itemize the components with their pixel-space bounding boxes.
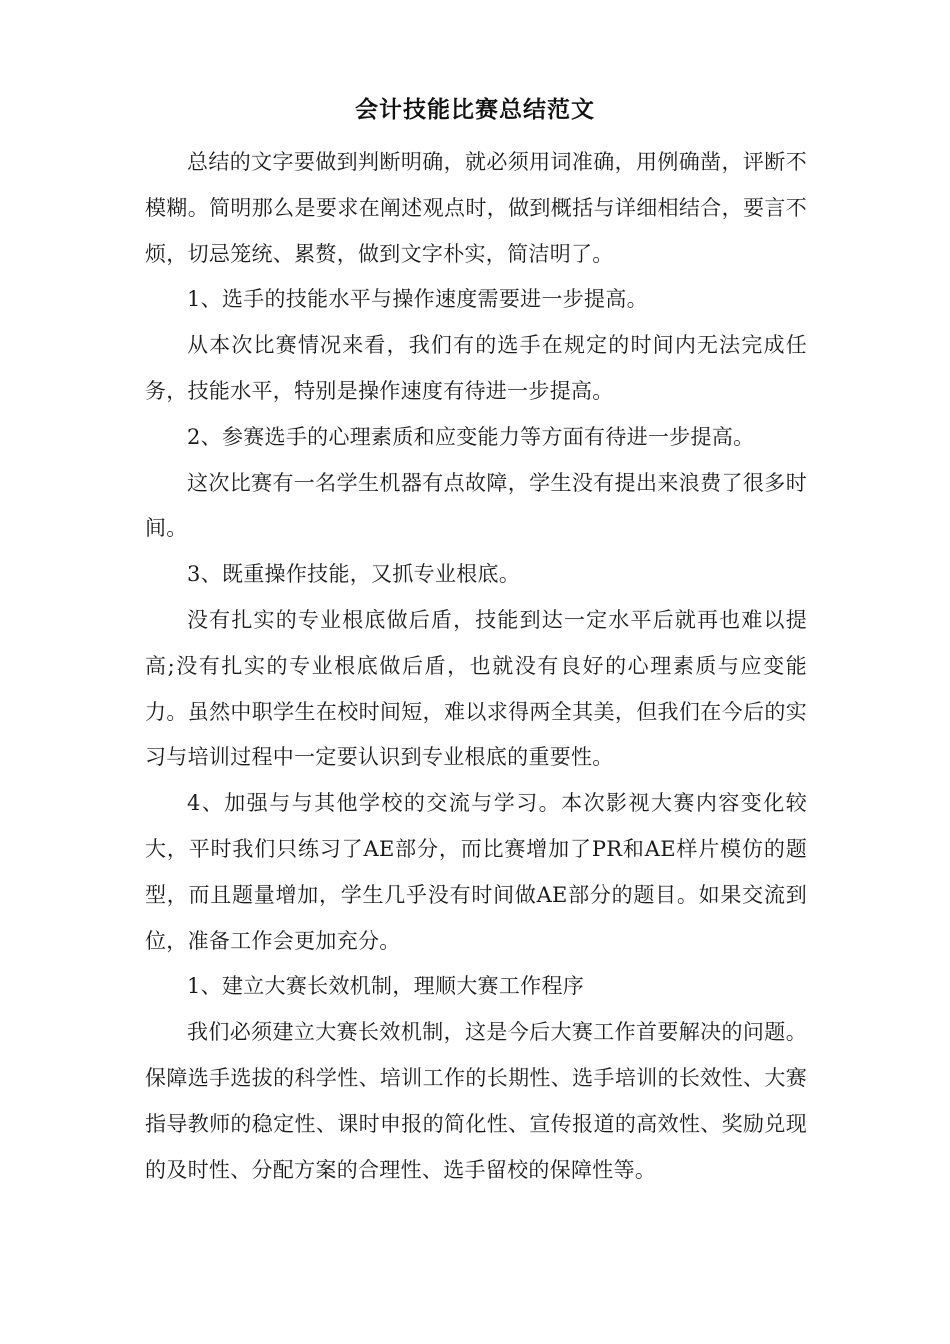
document-body	[145, 140, 807, 1193]
paragraph-point-2: 这次比赛有一名学生机器有点故障，学生没有提出来浪费了很多时间。	[145, 470, 807, 541]
paragraph-point-1: 从本次比赛情况来看，我们有的选手在规定的时间内无法完成任务，技能水平，特别是操作速度有待进一步提高。	[145, 333, 807, 403]
paragraph-point-3: 没有扎实的专业根底做后盾，技能到达一定水平后就再也难以提高;没有扎实的专业根底做后盾，也就没有良好的心理素质与应变能力。虽然中职学生在校时间短，难以求得两全其美，但我们在今后的实习与培训过程中一定要认识到专业根底的重要性。	[145, 607, 807, 770]
heading-point-1: 1、选手的技能水平与操作速度需要进一步提高。	[187, 287, 648, 312]
paragraph-intro: 总结的文字要做到判断明确，就必须用词准确，用例确凿，评断不模糊。简明那么是要求在阐述观点时，做到概括与详细相结合，要言不烦，切忌笼统、累赘，做到文字朴实，简洁明了。	[145, 150, 807, 266]
heading-point-3: 3、既重操作技能，又抓专业根底。	[187, 562, 521, 587]
paragraph-point-4: 4、加强与与其他学校的交流与学习。本次影视大赛内容变化较大，平时我们只练习了AE部分，而比赛增加了PR和AE样片模仿的题型，而且题量增加，学生几乎没有时间做AE部分的题目。如果交流到位，准备工作会更加充分。	[145, 791, 807, 953]
heading-point-2: 2、参赛选手的心理素质和应变能力等方面有待进一步提高。	[187, 424, 755, 449]
heading-mechanism: 1、建立大赛长效机制，理顺大赛工作程序	[187, 974, 585, 999]
document-title: 会计技能比赛总结范文	[355, 97, 595, 123]
paragraph-mechanism: 我们必须建立大赛长效机制，这是今后大赛工作首要解决的问题。保障选手选拔的科学性、培训工作的长期性、选手培训的长效性、大赛指导教师的稳定性、课时申报的简化性、宣传报道的高效性、奖励兑现的及时性、分配方案的合理性、选手留校的保障性等。	[145, 1020, 807, 1182]
